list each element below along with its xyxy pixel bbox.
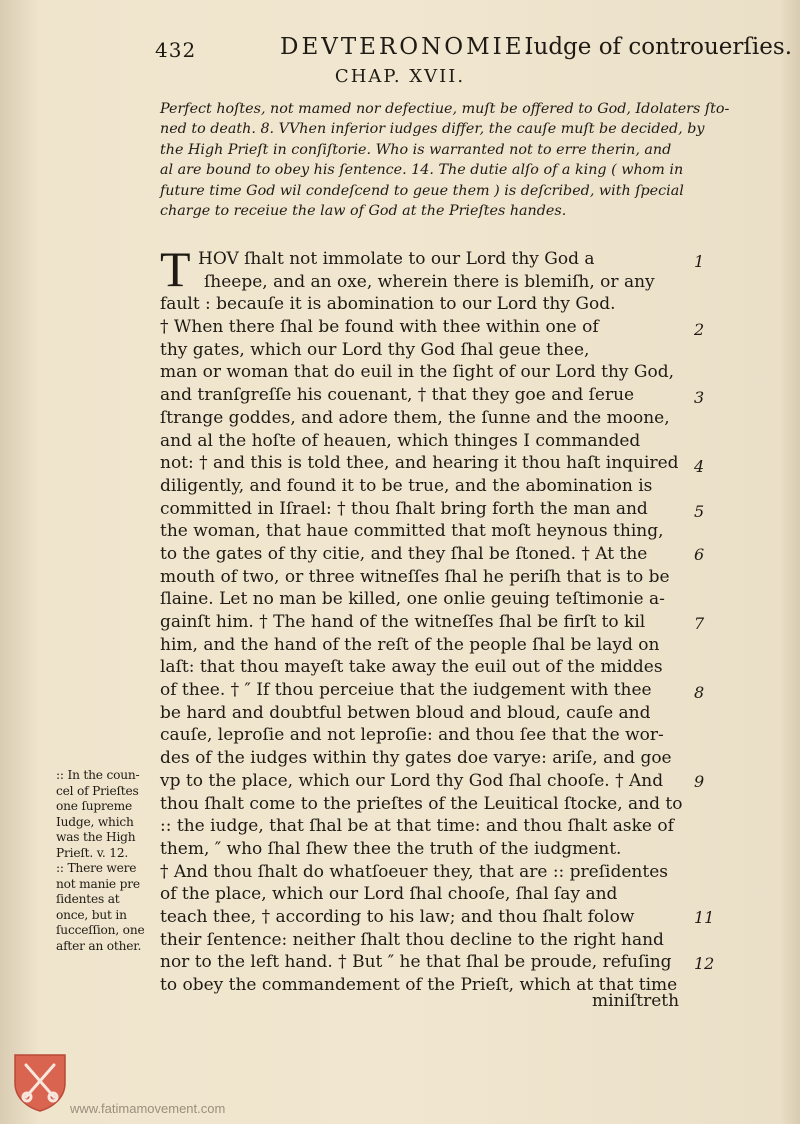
body-line: them, ″ who ſhal ſhew thee the truth of the iudgment. bbox=[160, 838, 622, 859]
body-line: man or woman that do euil in the ſight of our Lord thy God, bbox=[160, 362, 675, 383]
body-line: nor to the left hand. † But ″ he that ſhal be proude, refuſing bbox=[160, 952, 672, 973]
chapter-argument bbox=[160, 99, 730, 221]
body-line: thou ſhalt come to the prieſtes of the Leuitical ſtocke, and to bbox=[160, 793, 683, 814]
body-line: of the place, which our Lord ſhal chooſe, ſhal ſay and bbox=[160, 884, 618, 905]
body-line: laſt: that thou mayeſt take away the euil out of the middes bbox=[160, 657, 663, 678]
margin-note-line: was the High bbox=[56, 830, 136, 844]
margin-note-line: cel of Prieſtes bbox=[56, 783, 139, 798]
running-title: Iudge of controuerſies. bbox=[524, 34, 792, 60]
verse-number: 5 bbox=[694, 502, 705, 521]
argument-line: future time God wil condeſcend to geue them ) is deſcribed, with ſpecial bbox=[160, 182, 684, 199]
verse-number: 4 bbox=[694, 457, 705, 476]
body-line: † When there ſhal be found with thee within one of bbox=[160, 317, 599, 338]
body-line: des of the iudges within thy gates doe varye: ariſe, and goe bbox=[160, 748, 672, 769]
papal-keys-logo-icon bbox=[13, 1053, 67, 1113]
argument-line: charge to receiue the law of God at the Prieſtes handes. bbox=[160, 203, 567, 220]
margin-notes bbox=[56, 768, 164, 954]
body-line: vp to the place, which our Lord thy God ſhal chooſe. † And bbox=[160, 770, 664, 791]
verse-number: 6 bbox=[694, 545, 705, 564]
body-line: ſtrange goddes, and adore them, the ſunne and the moone, bbox=[160, 407, 670, 428]
body-line: teach thee, † according to his law; and thou ſhalt folow bbox=[160, 906, 635, 927]
verse-number: 9 bbox=[694, 772, 705, 791]
body-line: HOV ſhalt not immolate to our Lord thy God a bbox=[198, 249, 595, 269]
margin-note-line: one ſupreme bbox=[56, 799, 133, 813]
body-line: their ſentence: neither ſhalt thou decline to the right hand bbox=[160, 929, 664, 950]
body-text bbox=[160, 248, 690, 997]
body-line: to the gates of thy citie, and they ſhal be ſtoned. † At the bbox=[160, 543, 648, 564]
chapter-heading: CHAP. XVII. bbox=[334, 66, 466, 87]
verse-number: 8 bbox=[694, 683, 705, 702]
margin-note-line: not manie pre bbox=[56, 876, 140, 891]
argument-line: the High Prieſt in conſiſtorie. Who is warranted not to erre therin, and bbox=[160, 141, 672, 158]
margin-note-line: ſucceſſion, one bbox=[56, 923, 145, 937]
margin-note-line: ſidentes at bbox=[56, 892, 120, 906]
body-line: to obey the commandement of the Prieſt, which at that time bbox=[160, 975, 678, 995]
book-title: DEVTERONOMIE. bbox=[280, 34, 535, 60]
body-line: ſlaine. Let no man be killed, one onlie geuing teſtimonie a- bbox=[160, 589, 665, 610]
body-line: not: † and this is told thee, and hearing it thou haſt inquired bbox=[160, 453, 679, 474]
drop-cap: T bbox=[160, 241, 191, 297]
body-line: and al the hoſte of heauen, which thinges I commanded bbox=[160, 430, 641, 451]
argument-line: al are bound to obey his ſentence. 14. The dutie alſo of a king ( whom in bbox=[160, 162, 684, 179]
body-line: :: the iudge, that ſhal be at that time: and thou ſhalt aske of bbox=[160, 816, 674, 837]
argument-line: ned to death. 8. VVhen inferior iudges differ, the cauſe muſt be decided, by bbox=[160, 121, 705, 138]
body-line: committed in Iſrael: † thou ſhalt bring forth the man and bbox=[160, 498, 648, 519]
verse-number: 1 bbox=[694, 252, 705, 271]
body-line: be hard and doubtful betwen bloud and bloud, cauſe and bbox=[160, 702, 651, 723]
verse-number: 7 bbox=[694, 614, 705, 633]
margin-note-line: :: In the coun- bbox=[56, 768, 140, 782]
verse-number: 12 bbox=[694, 954, 715, 973]
body-line: thy gates, which our Lord thy God ſhal geue thee, bbox=[160, 339, 590, 360]
margin-note-line: Iudge, which bbox=[56, 814, 134, 829]
body-line: † And thou ſhalt do whatſoeuer they, that are :: preſidentes bbox=[160, 861, 668, 882]
body-line: ſheepe, and an oxe, wherein there is blemiſh, or any bbox=[204, 271, 655, 292]
body-line: cauſe, leproſie and not leproſie: and thou ſee that the wor- bbox=[160, 725, 664, 746]
body-line: fault : becauſe it is abomination to our Lord thy God. bbox=[160, 294, 616, 315]
margin-note-line: :: There were bbox=[56, 861, 137, 875]
verse-number: 2 bbox=[694, 320, 705, 339]
footer-url[interactable]: www.fatimamovement.com bbox=[70, 1101, 226, 1116]
body-line: and tranſgreſſe his couenant, † that they goe and ſerue bbox=[160, 385, 635, 406]
body-line: gainſt him. † The hand of the witneſſes ſhal be firſt to kil bbox=[160, 612, 646, 632]
argument-line: Perfect hoſtes, not mamed nor defectiue, muſt be offered to God, Idolaters ſto- bbox=[160, 101, 730, 117]
margin-note-line: Prieſt. v. 12. bbox=[56, 845, 129, 860]
page-number: 432 bbox=[155, 38, 197, 62]
body-line: mouth of two, or three witneſſes ſhal he periſh that is to be bbox=[160, 566, 670, 587]
verse-number: 11 bbox=[694, 908, 715, 927]
body-line: of thee. † ″ If thou perceiue that the iudgement with thee bbox=[160, 680, 652, 701]
body-line: him, and the hand of the reſt of the people ſhal be layd on bbox=[160, 634, 660, 655]
verse-number: 3 bbox=[694, 388, 705, 407]
margin-note-line: after an other. bbox=[56, 938, 142, 953]
catchword: miniſtreth bbox=[592, 991, 680, 1011]
body-line: the woman, that haue committed that moſt heynous thing, bbox=[160, 521, 664, 542]
body-line: diligently, and found it to be true, and the abomination is bbox=[160, 475, 653, 496]
margin-note-line: once, but in bbox=[56, 907, 127, 922]
